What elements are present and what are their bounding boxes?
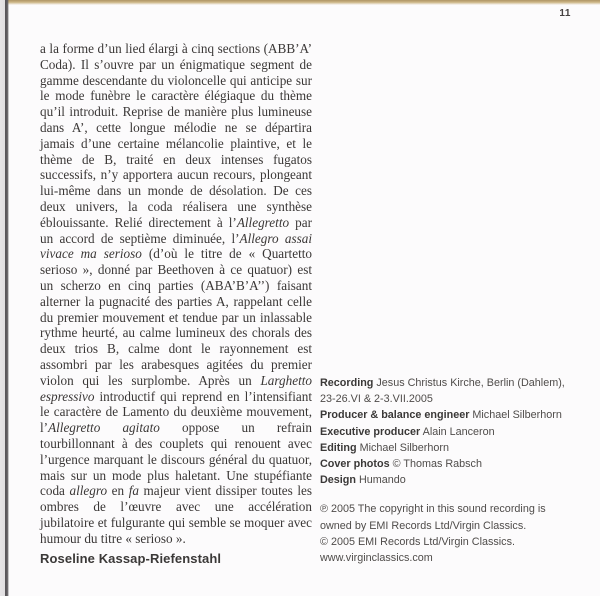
author-name: Roseline Kassap-Riefenstahl	[40, 551, 222, 566]
page-number: 11	[559, 8, 571, 19]
copyright-line: © 2005 EMI Records Ltd/Virgin Classics.	[320, 535, 515, 548]
movement-title: Allegretto	[236, 214, 290, 230]
copyright-block	[320, 501, 576, 566]
credit-entry: Editing Michael Silberhorn	[320, 441, 450, 454]
credit-label: Executive producer	[320, 425, 421, 438]
body-text: (d’où le titre de « Quartetto serioso », donné par Beethoven à ce quatuor) est un scherzo en cinq parties (ABA’B’A’’) faisant alterner la pugnacité des parties A, rappelant celle du premier mouvement et tendue par un inlassable rythme heurté, au calme lumineux des chorals des deux trios B, calme dont le rayonnement est assombri par les arabesques agitées du premier violon qui les surplombe. Après un	[40, 246, 312, 388]
credit-entry: Executive producer Alain Lanceron	[320, 425, 495, 438]
movement-title: Larghetto espressivo	[40, 372, 312, 404]
copyright-line: www.virginclassics.com	[320, 552, 433, 565]
article-text	[40, 41, 312, 547]
credit-label: Producer & balance engineer	[320, 409, 470, 422]
credit-label: Editing	[320, 441, 357, 454]
body-text: par un accord de septième diminuée, l’	[40, 214, 313, 246]
movement-title: Allegretto agitato	[48, 420, 160, 436]
scan-top-edge	[0, 0, 600, 5]
credit-entry: Design Humando	[320, 474, 406, 487]
credit-label: Recording	[320, 377, 374, 389]
body-text: a la forme d’un lied élargi à cinq sections (ABB’A’ Coda). Il s’ouvre par un énigmatique segment de gamme descendante du violoncelle qui anticipe sur le mode funèbre le caractère élégiaque du thème qu’il introduit. Reprise de manière plus lumineuse dans A’, cette longue mélodie ne se départira jamais d’une certaine mélancolie plaintive, et le thème de B, traité en deux intenses fugatos successifs, n’y apportera aucun recours, plongeant lui-même dans un monde de désolation. De ces deux univers, la coda réalisera une synthèse éblouissante. Relié directement à l’	[40, 41, 312, 230]
credit-label: Design	[320, 474, 356, 487]
credit-entry: Cover photos © Thomas Rabsch	[320, 458, 482, 471]
credit-entry: Recording Jesus Christus Kirche, Berlin (Dahlem), 23-26.VI & 2-3.VII.2005	[320, 377, 565, 406]
body-text: en	[107, 483, 129, 499]
body-text: majeur vient dissiper toutes les ombres de l’œuvre avec une accélération jubilatoire et fulgurante qui semble se moquer avec humour du titre « serioso ».	[40, 483, 313, 546]
movement-title: allegro	[69, 483, 108, 499]
movement-title: fa	[128, 483, 139, 499]
body-text: oppose un refrain tourbillonnant à des couplets qui renouent avec l’urgence marquant le discours général du quatuor, mais sur un mode plus haletant. Une stupéfiante coda	[40, 420, 312, 499]
credit-label: Cover photos	[320, 458, 390, 471]
scan-left-edge	[0, 0, 9, 596]
copyright-line: ℗ 2005 The copyright in this sound recording is owned by EMI Records Ltd/Virgin Classics.	[320, 503, 546, 532]
movement-title: Allegro assai vivace ma serioso	[40, 230, 312, 262]
body-text: introductif qui reprend en l’intensifiant le caractère de Lamento du deuxième mouvement, l’	[40, 388, 312, 436]
credit-entries	[320, 375, 576, 488]
credit-entry: Producer & balance engineer Michael Silberhorn	[320, 409, 562, 422]
credits-block	[320, 375, 576, 566]
